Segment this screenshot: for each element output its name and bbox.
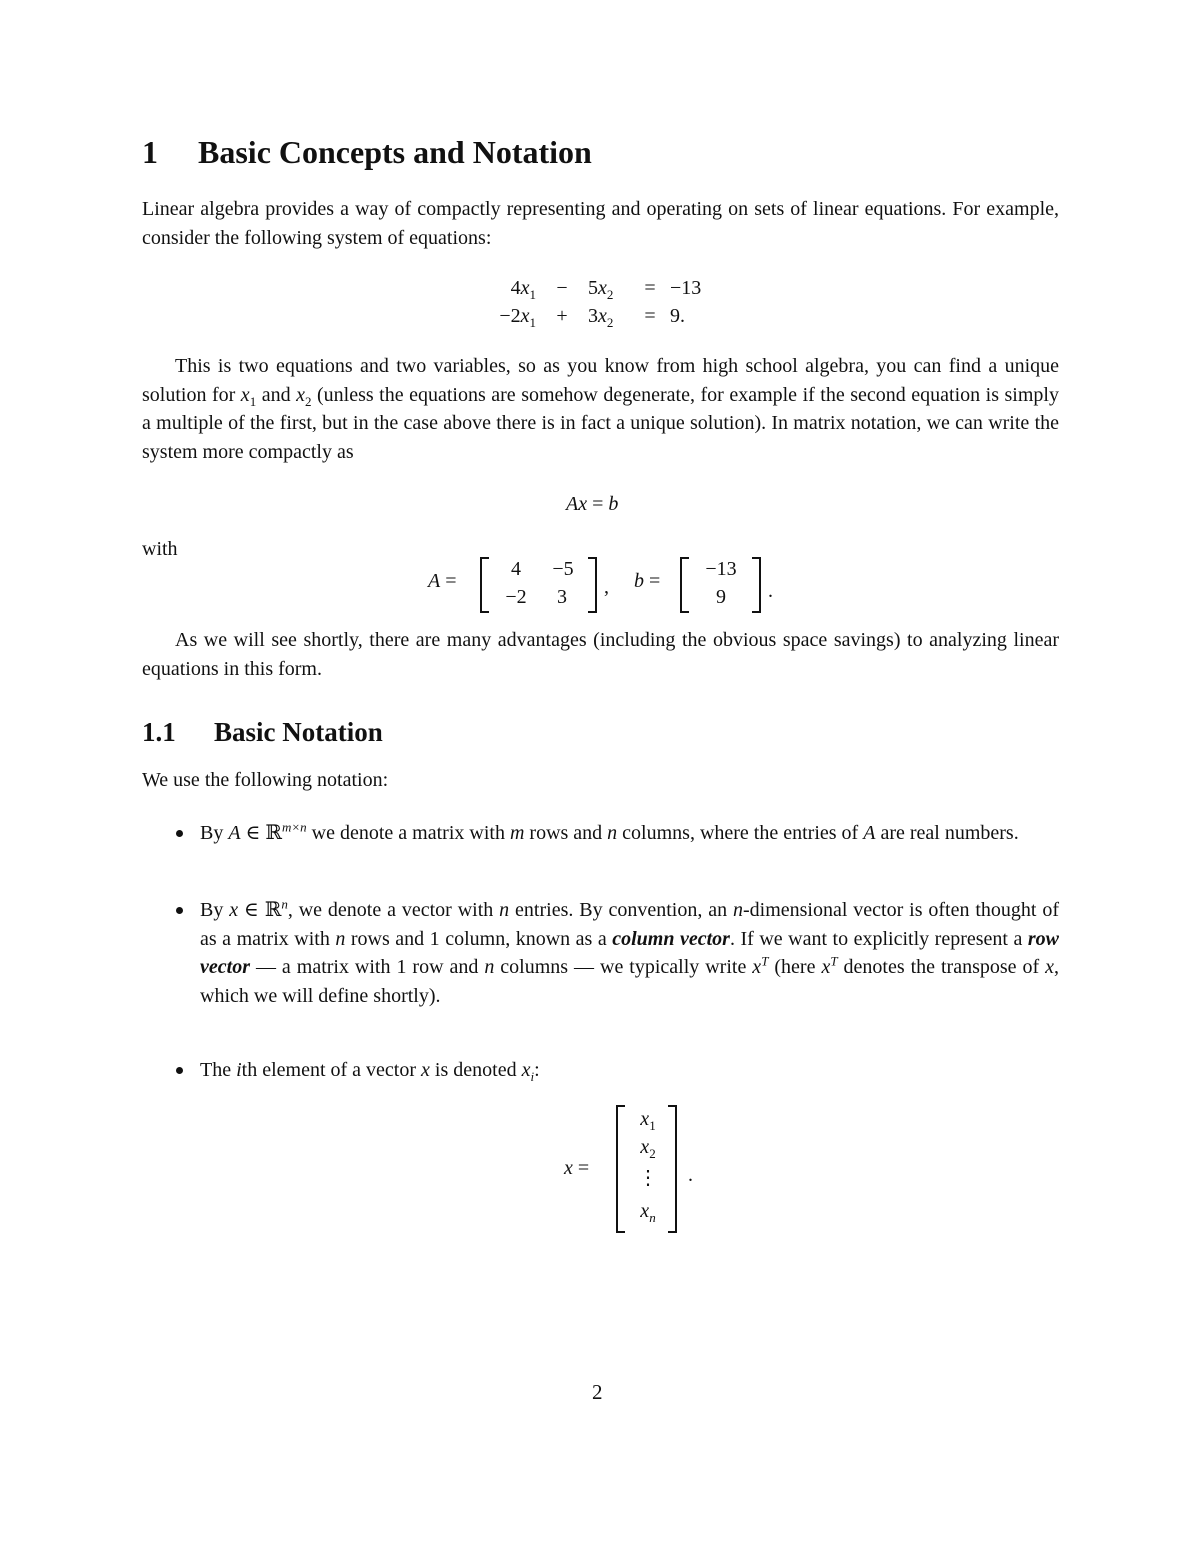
intro-paragraph: Linear algebra provides a way of compactly representing and operating on sets of linear equations. For example, consider the following system of equations: <box>142 198 1059 249</box>
period: . <box>688 1164 693 1186</box>
bullet-item: The ith element of a vector x is denoted $x_i$: <box>200 1059 540 1084</box>
comma: , <box>604 576 609 598</box>
equation-row: $4x_1$ − $5x_2$ = −13 <box>510 276 702 302</box>
vector-x: $x_1$ $x_2$ ⋮ $x_n$ <box>638 1108 658 1225</box>
section-title: Basic Concepts and Notation <box>198 134 592 170</box>
subsection-number: 1.1 <box>142 717 176 747</box>
left-bracket <box>616 1105 625 1233</box>
notation-intro: We use the following notation: <box>142 769 389 791</box>
term-column-vector: column vector <box>612 927 730 950</box>
section-number: 1 <box>142 134 158 170</box>
bullet-dot <box>176 907 183 914</box>
right-bracket <box>668 1105 677 1233</box>
matrix-A: 4 −5 −2 3 <box>505 558 574 608</box>
bullet-dot <box>176 1067 183 1074</box>
vector-b-label: b = <box>634 570 661 592</box>
right-bracket <box>752 557 761 613</box>
body-paragraph: This is two equations and two variables, so as you know from high school algebra, you can find a unique solution for $x_1$ and $x_2$ (unless the equations are somehow degenerate, for example if the second equation is simply a multiple of the first, but in the case above there is in fact a unique solution). In matrix notation, we can write the system more compactly as <box>142 355 1059 463</box>
bullet-dot <box>176 830 183 837</box>
bullet-item: By A ∈ ℝ$^{m\times n}$ we denote a matrix with m rows and n columns, where the entries of A are real numbers. <box>200 819 1019 844</box>
matrix-A-label: A = <box>428 570 457 592</box>
equation-system <box>478 274 730 330</box>
vector-x-label: x = <box>564 1157 590 1179</box>
page-number: 2 <box>592 1380 603 1404</box>
subsection-heading <box>142 717 383 748</box>
bullet-item: By x ∈ ℝ$^n$, we denote a vector with n entries. By convention, an n-dimensional vector is often thought of as a matrix with n rows and 1 column, known as a column vector. If we want to explicitly represent a row vector — a matrix with 1 row and n columns — we typically write $x^T$ (here $x^T$ denotes the transpose of x, which we will define shortly). <box>200 896 1060 1007</box>
matrix-equation: Ax = b <box>566 493 619 515</box>
left-bracket <box>680 557 689 613</box>
subsection-title: Basic Notation <box>214 717 383 747</box>
left-bracket <box>480 557 489 613</box>
period: . <box>768 580 773 602</box>
right-bracket <box>588 557 597 613</box>
equation-row: $-2x_1$ + $3x_2$ = 9. <box>499 304 685 330</box>
body-paragraph: As we will see shortly, there are many advantages (including the obvious space savings) to analyzing linear equations in this form. <box>142 629 1059 680</box>
term-row-vector: row vector <box>200 927 1059 978</box>
with-label: with <box>142 538 178 560</box>
section-heading <box>142 134 592 171</box>
vector-b: −13 9 <box>705 558 737 608</box>
